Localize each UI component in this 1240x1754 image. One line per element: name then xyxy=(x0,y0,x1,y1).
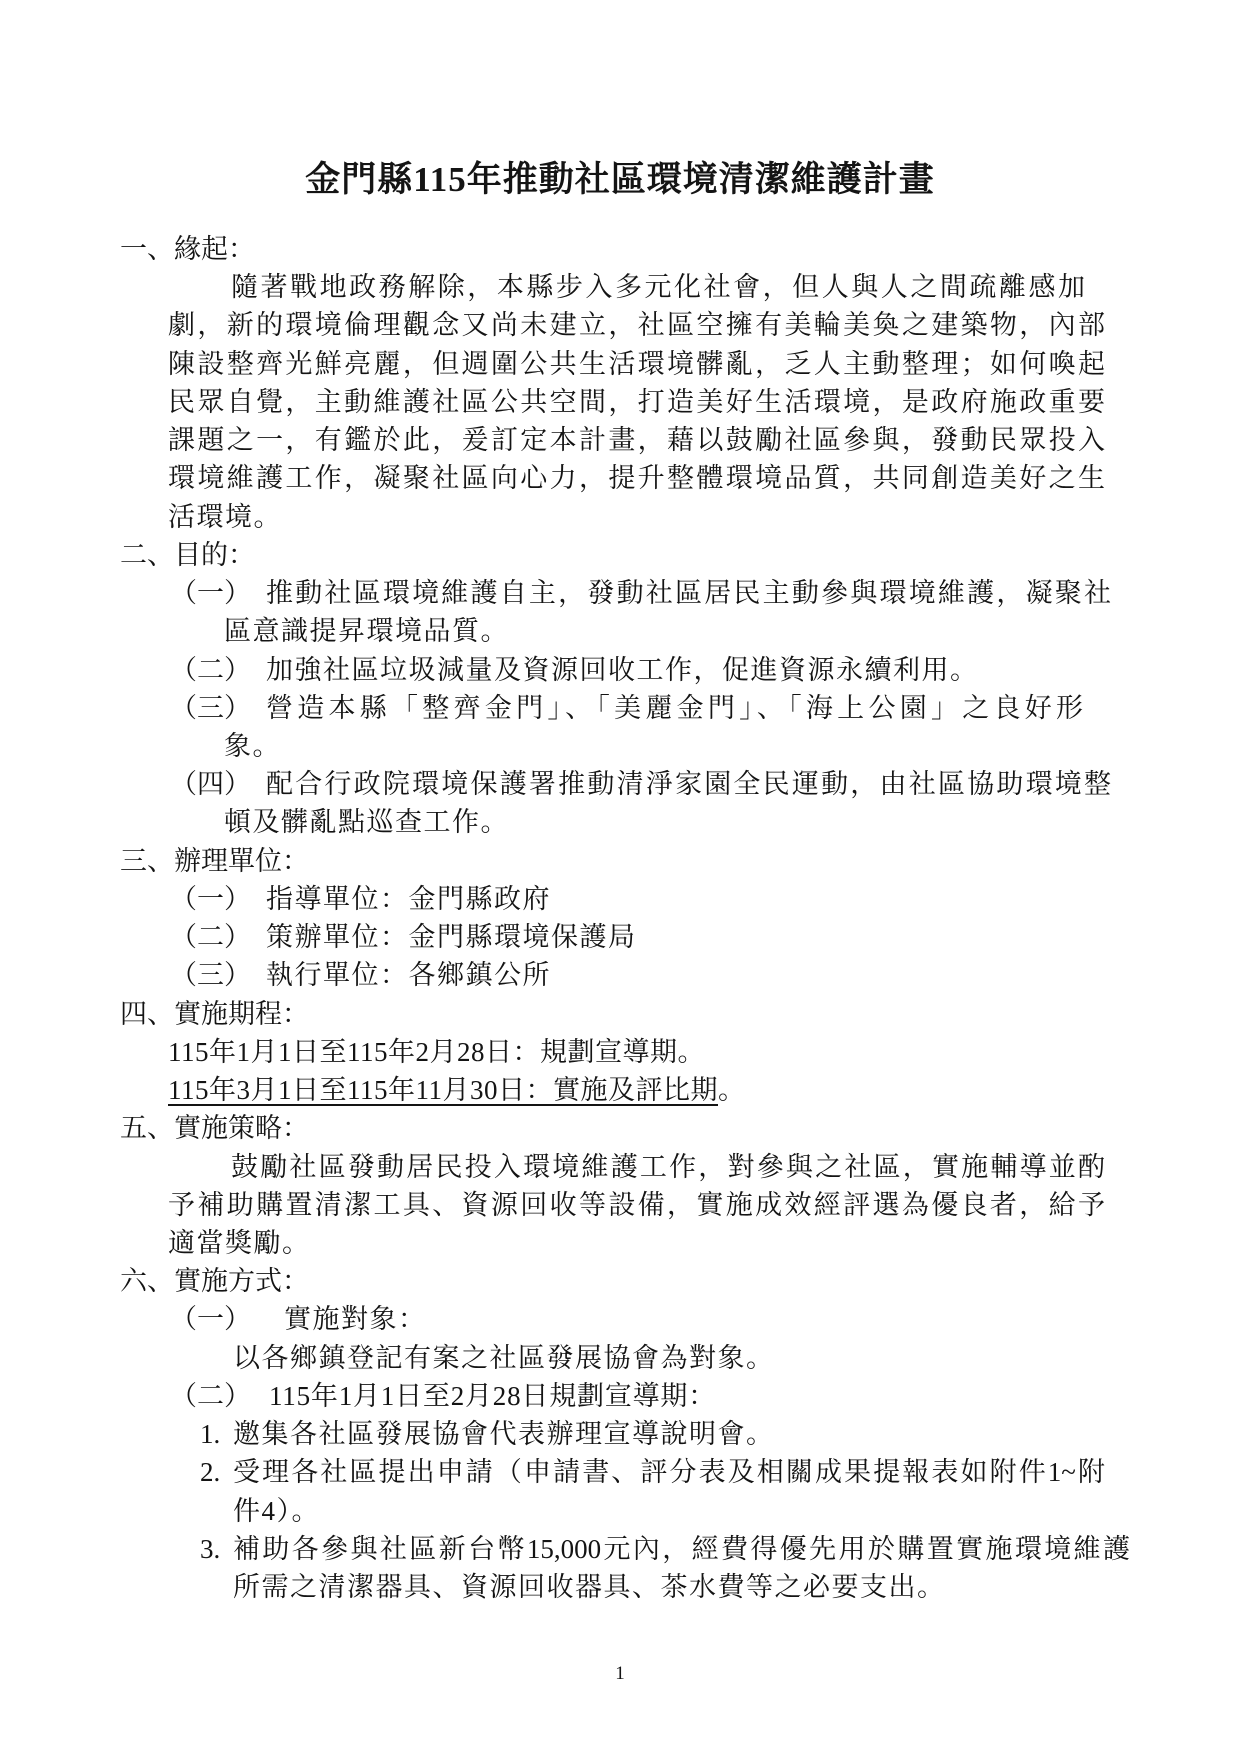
paragraph-line: 民眾自覺，主動維護社區公共空間，打造美好生活環境，是政府施政重要 xyxy=(168,387,1105,417)
list-item-label: 115年1月1日至2月28日規劃宣導期： xyxy=(269,1381,716,1411)
paragraph-line: 劇，新的環境倫理觀念又尚未建立，社區空擁有美輪美奐之建築物，內部 xyxy=(168,310,1105,340)
numbered-item-text: 邀集各社區發展協會代表辦理宣導說明會。 xyxy=(233,1419,775,1449)
list-item-text: 配合行政院環境保護署推動清淨家園全民運動，由社區協助環境整 xyxy=(266,769,1111,799)
list-item-text: 頓及髒亂點巡查工作。 xyxy=(224,807,509,837)
section-heading-schedule: 四、實施期程： xyxy=(120,999,309,1029)
paragraph-line: 鼓勵社區發動居民投入環境維護工作，對參與之社區，實施輔導並酌 xyxy=(231,1152,1105,1182)
list-item-text: 區意識提昇環境品質。 xyxy=(224,616,509,646)
paragraph-line: 陳設整齊光鮮亮麗，但週圍公共生活環境髒亂，乏人主動整理；如何喚起 xyxy=(168,349,1105,379)
paragraph-line: 環境維護工作，凝聚社區向心力，提升整體環境品質，共同創造美好之生 xyxy=(168,463,1105,493)
list-item-text: 以各鄉鎮登記有案之社區發展協會為對象。 xyxy=(233,1343,775,1373)
section-heading-strategy: 五、實施策略： xyxy=(120,1113,309,1143)
paragraph-line: 活環境。 xyxy=(168,502,282,532)
paragraph-line: 適當獎勵。 xyxy=(168,1228,311,1258)
schedule-period-end: 。 xyxy=(718,1075,746,1105)
list-item-text: 策辦單位：金門縣環境保護局 xyxy=(266,922,637,952)
schedule-period-implementation xyxy=(168,1071,746,1109)
section-heading-method: 六、實施方式： xyxy=(120,1266,309,1296)
list-marker: （三） xyxy=(170,693,251,723)
list-item-text: 推動社區環境維護自主，發動社區居民主動參與環境維護，凝聚社 xyxy=(266,578,1111,608)
page-number: 1 xyxy=(615,1663,625,1684)
list-item-text: 執行單位：各鄉鎮公所 xyxy=(266,960,551,990)
list-marker: （三） xyxy=(170,960,251,990)
list-marker: （一） xyxy=(170,884,251,914)
schedule-period-underlined: 115年3月1日至115年11月30日：實施及評比期 xyxy=(168,1075,718,1105)
numbered-marker: 2. xyxy=(200,1457,221,1487)
list-marker: （四） xyxy=(170,769,251,799)
numbered-item-text: 受理各社區提出申請（申請書、評分表及相關成果提報表如附件1~附 xyxy=(233,1457,1105,1487)
section-heading-purpose: 二、目的： xyxy=(120,540,255,570)
list-item-text: 營造本縣「整齊金門」、「美麗金門」、「海上公園」之良好形 xyxy=(266,693,1083,723)
list-item-text: 象。 xyxy=(224,731,281,761)
numbered-item-text: 補助各參與社區新台幣15,000元內，經費得優先用於購置實施環境維護 xyxy=(233,1534,1130,1564)
list-marker: （二） xyxy=(170,922,251,952)
list-marker: （二） xyxy=(170,655,251,685)
numbered-item-text: 件4）。 xyxy=(233,1496,320,1526)
list-marker: （二） xyxy=(170,1381,251,1411)
numbered-marker: 1. xyxy=(200,1419,221,1449)
document-title: 金門縣115年推動社區環境清潔維護計畫 xyxy=(305,160,935,199)
section-heading-origin: 一、緣起： xyxy=(120,234,255,264)
list-marker: （一） xyxy=(170,1304,251,1334)
paragraph-line: 隨著戰地政務解除，本縣步入多元化社會，但人與人之間疏離感加 xyxy=(231,272,1085,302)
numbered-item-text: 所需之清潔器具、資源回收器具、茶水費等之必要支出。 xyxy=(233,1572,946,1602)
list-item-label: 實施對象： xyxy=(284,1304,427,1334)
paragraph-line: 予補助購置清潔工具、資源回收等設備，實施成效經評選為優良者，給予 xyxy=(168,1190,1105,1220)
list-item-text: 指導單位：金門縣政府 xyxy=(266,884,551,914)
paragraph-line: 課題之一，有鑑於此，爰訂定本計畫，藉以鼓勵社區參與，發動民眾投入 xyxy=(168,425,1105,455)
schedule-period-planning: 115年1月1日至115年2月28日：規劃宣導期。 xyxy=(168,1037,705,1067)
numbered-marker: 3. xyxy=(200,1534,221,1564)
list-marker: （一） xyxy=(170,578,251,608)
list-item-text: 加強社區垃圾減量及資源回收工作，促進資源永續利用。 xyxy=(266,655,979,685)
section-heading-organizers: 三、辦理單位： xyxy=(120,846,309,876)
